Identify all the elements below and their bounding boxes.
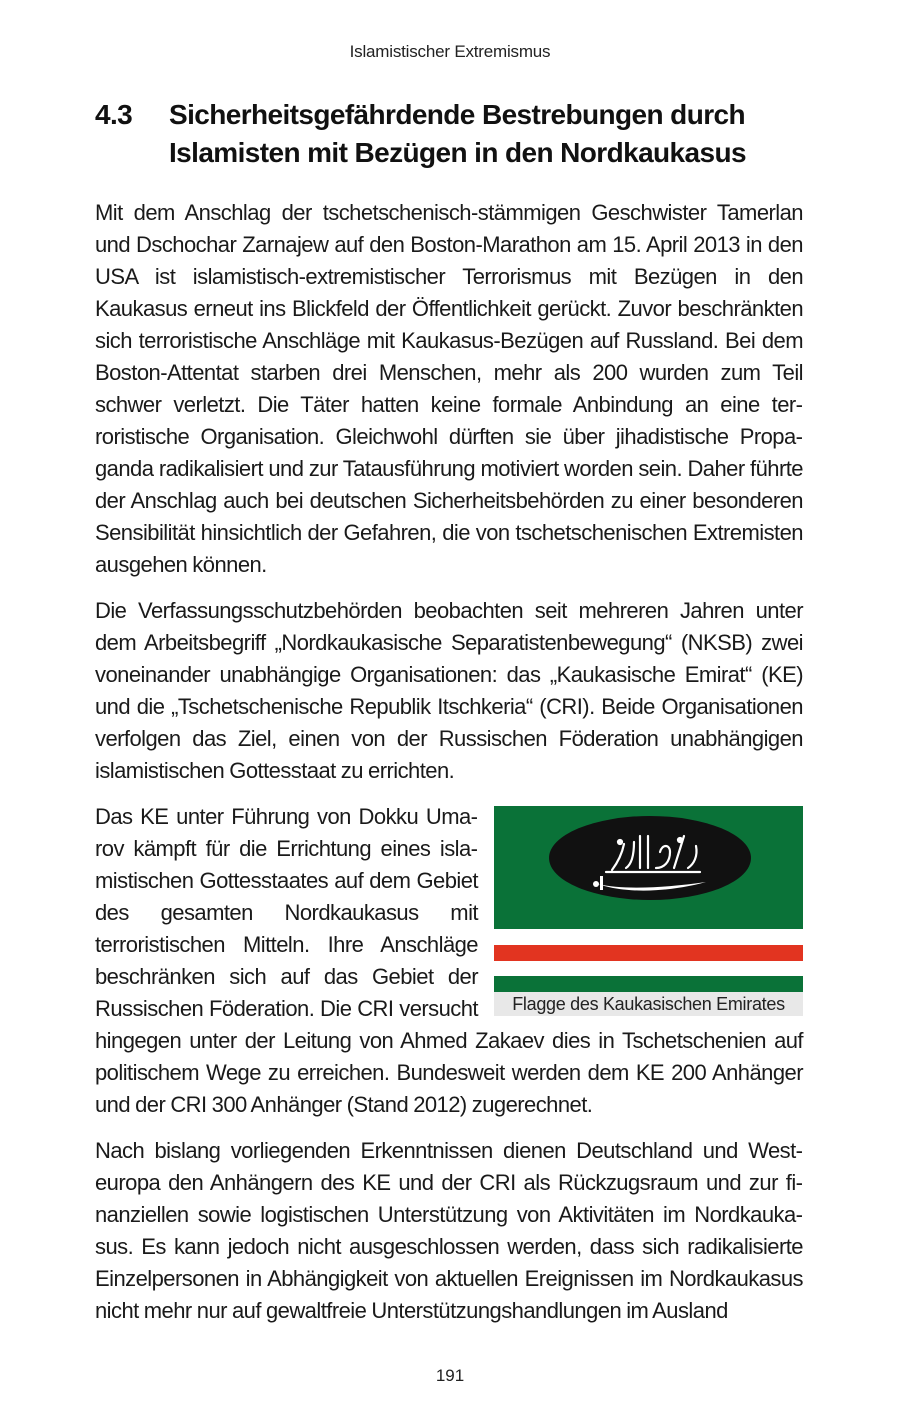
flag-green-stripe	[494, 976, 803, 992]
running-head: Islamistischer Extremismus	[349, 42, 551, 61]
paragraph-4: Nach bislang vorliegenden Erkenntnissen dienen Deutschland und Westeuropa den Anhängern des KE und der CRI als Rückzugsraum und zur finanziellen sowie logistischen Unterstützung von Aktivitäten im Nordkaukasus. Es kann jedoch nicht ausgeschlossen werden, dass sich radikalisierte Einzelpersonen in Abhängigkeit von aktuellen Ereignissen im Nordkaukasus nicht mehr nur auf gewaltfreie Unterstützungshandlungen im Ausland	[95, 1138, 803, 1323]
caucasus-emirate-flag-image	[494, 806, 803, 992]
flag-red-stripe	[494, 945, 803, 961]
figure-caption: Flagge des Kaukasischen Emirates	[494, 992, 803, 1016]
paragraph-1: Mit dem Anschlag der tschetschenisch-stämmigen Geschwister Tamerlan und Dschochar Zarnajew auf den Boston-Marathon am 15. April 2013 in den USA ist islamistisch-extremistischer Terrorismus mit Bezügen in den Kaukasus erneut ins Blickfeld der Öffentlichkeit gerückt. Zuvor beschränkten sich terroristische Anschläge mit Kaukasus-Bezügen auf Russland. Bei dem Boston-Attentat starben drei Menschen, mehr als 200 wurden zum Teil schwer verletzt. Die Täter hatten keine formale Anbindung an eine terroristische Organisation. Gleichwohl dürften sie über jihadistische Propaganda radikalisiert und zur Tatausführung motiviert worden sein. Daher führte der Anschlag auch bei deutschen Sicherheitsbehörden zu einer besonderen Sensibilität hinsichtlich der Gefahren, die von tschetschenischen Extremisten ausgehen können.	[95, 200, 803, 577]
section-heading	[95, 96, 803, 172]
page-content	[95, 96, 803, 1341]
flag-white-stripe-2	[494, 961, 803, 976]
flag-white-stripe	[494, 929, 803, 945]
section-title: Sicherheitsgefährdende Bestrebungen durch Islamisten mit Bezügen in den Nordkaukasus	[169, 99, 746, 168]
page-number: 191	[435, 1366, 465, 1385]
flag-figure	[494, 806, 803, 1016]
paragraph-2: Die Verfassungsschutzbehörden beobachten seit mehreren Jahren unter dem Arbeitsbegriff „Nordkaukasische Separatistenbewegung“ (NKSB) zwei voneinander unabhängige Organisationen: das „Kaukasische Emirat“ (KE) und die „Tschetschenische Republik Itschkeria“ (CRI). Beide Organisationen verfolgen das Ziel, einen von der Russischen Föderation unabhängigen islamistischen Gottesstaat zu errichten.	[95, 598, 803, 783]
section-number: 4.3	[95, 99, 133, 130]
paragraph-3: Das KE unter Führung von Dokku Umarov kämpft für die Errichtung eines islamistischen Gottesstaates auf dem Gebiet des gesamten Nordkaukasus mit terroristischen Mitteln. Ihre Anschläge beschränken sich auf das Gebiet der Russischen Föderation. Die CRI versucht hingegen unter der Leitung von Ahmed Zakaev dies in Tschetschenien auf politischem Wege zu erreichen. Bundesweit werden dem KE 200 Anhänger und der CRI 300 Anhänger (Stand 2012) zugerechnet.	[95, 804, 803, 1117]
